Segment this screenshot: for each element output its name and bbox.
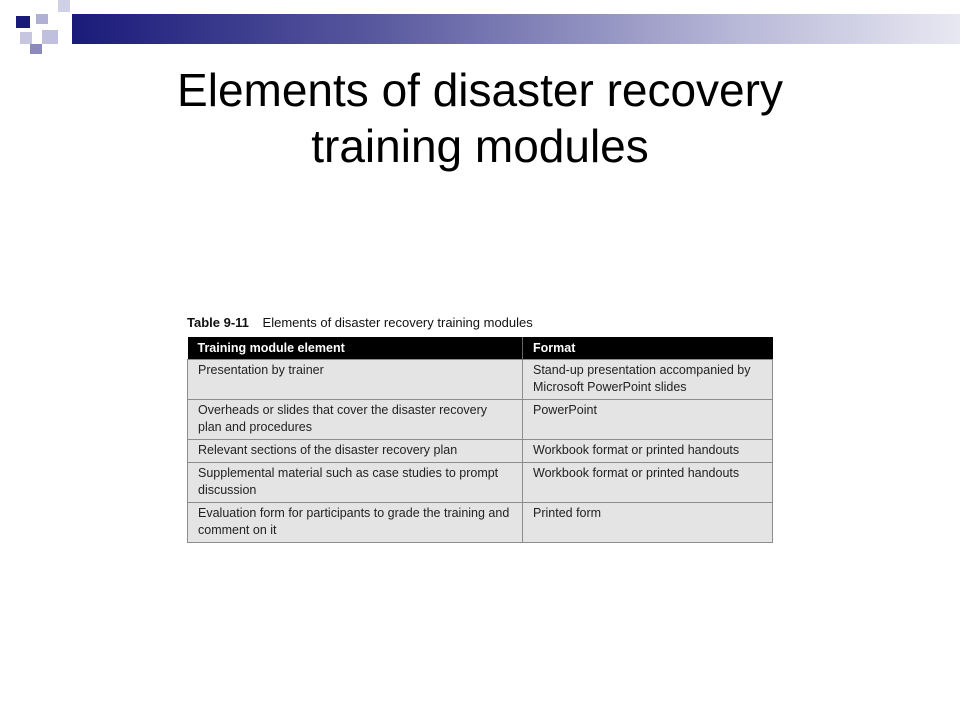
table-cell: PowerPoint <box>523 400 773 440</box>
table-row <box>188 400 773 440</box>
table-header-row <box>188 337 773 360</box>
slide-title <box>40 62 920 174</box>
table-cell: Evaluation form for participants to grade the training and comment on it <box>188 503 523 543</box>
table-row <box>188 440 773 463</box>
table-row <box>188 360 773 400</box>
table-caption-text: Elements of disaster recovery training modules <box>262 315 533 330</box>
table-caption <box>187 314 773 332</box>
table-number: Table 9-11 <box>187 315 249 330</box>
column-header-element: Training module element <box>188 337 523 360</box>
table-cell: Workbook format or printed handouts <box>523 440 773 463</box>
table-row <box>188 463 773 503</box>
column-header-format: Format <box>523 337 773 360</box>
table-cell: Printed form <box>523 503 773 543</box>
training-modules-table <box>187 337 773 543</box>
table-cell: Supplemental material such as case studies to prompt discussion <box>188 463 523 503</box>
table-cell: Relevant sections of the disaster recovery plan <box>188 440 523 463</box>
table-row <box>188 503 773 543</box>
table-cell: Stand-up presentation accompanied by Microsoft PowerPoint slides <box>523 360 773 400</box>
table-cell: Workbook format or printed handouts <box>523 463 773 503</box>
table-figure <box>187 314 773 543</box>
corner-decoration <box>0 0 80 60</box>
header-gradient-band <box>72 14 960 44</box>
slide-title-line-1: Elements of disaster recovery <box>177 64 783 116</box>
slide-title-line-2: training modules <box>311 120 649 172</box>
table-cell: Overheads or slides that cover the disaster recovery plan and procedures <box>188 400 523 440</box>
table-cell: Presentation by trainer <box>188 360 523 400</box>
